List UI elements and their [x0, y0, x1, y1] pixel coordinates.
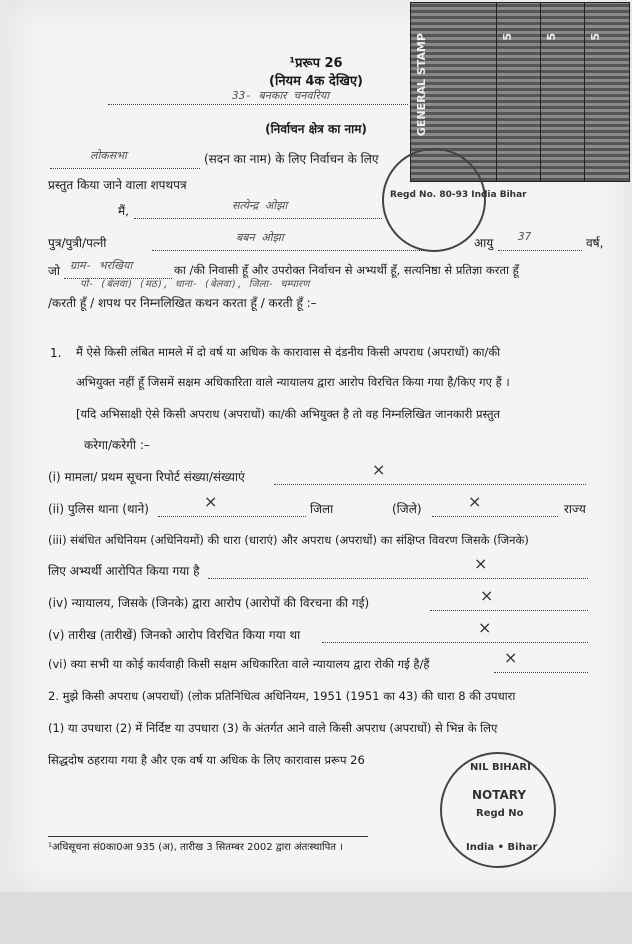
cross-mark: ×	[474, 554, 488, 573]
sub-item-iv: (iv) न्यायालय, जिसके (जिनके) द्वारा आरोप (आरोपों की विरचना की गई)	[48, 596, 370, 610]
stamp-1: GENERAL STAMP	[410, 2, 498, 182]
scan-margin	[0, 892, 632, 944]
sub-item-iii-line1: (iii) संबंधित अधिनियम (अधिनियमों) की धारा (धाराएं) और अपराध (अपराधों) का संक्षिप्त विवरण जिसके (जिनके)	[48, 533, 529, 547]
item1-line2: अभियुक्त नहीं हूँ जिसमें सक्षम अधिकारिता वाले न्यायालय द्वारा आरोप विरचित किया गया है/किए गए हैं ।	[76, 375, 510, 389]
sub-item-ii-state: राज्य	[564, 502, 586, 516]
father-name-line	[152, 250, 442, 251]
stamp-3: 5	[540, 2, 586, 182]
i-label: मैं,	[118, 204, 129, 218]
father-name: बबन ओझा	[236, 231, 284, 244]
item1-line3: [यदि अभिसाक्षी ऐसे किसी अपराध (अपराधों) का/की अभियुक्त है तो वह निम्नलिखित जानकारी प्रस्तुत	[76, 407, 501, 421]
sub-item-v: (v) तारीख (तारीखें) जिनको आरोप विरचित किया गया था	[48, 628, 301, 642]
registration-seal: Regd No. 80-93 India Bihar	[382, 148, 486, 252]
constituency-line	[108, 104, 408, 105]
relation-label: पुत्र/पुत्री/पत्नी	[48, 236, 107, 250]
house-label: (सदन का नाम) के लिए निर्वाचन के लिए	[204, 152, 379, 166]
footnote: ¹अधिसूचना सं0का0आ 935 (अ), तारीख 3 सितम्बर 2002 द्वारा अंतःस्थापित ।	[48, 842, 343, 853]
sub-item-v-line	[322, 642, 588, 643]
sub-item-ii-line-1	[158, 516, 306, 517]
age-value: 37	[518, 230, 532, 243]
name-line	[134, 218, 382, 219]
item1-line4: करेगा/करेगी :–	[84, 438, 150, 452]
item1-line1: मैं ऐसे किसी लंबित मामले में दो वर्ष या अधिक के कारावास से दंडनीय किसी अपराध (अपराधों) का/की	[76, 345, 501, 359]
item2-line2: (1) या उपधारा (2) में निर्दिष्ट या उपधारा (3) के अंतर्गत आने वाले किसी अपराध (अपराधों) से भिन्न के लिए	[48, 721, 498, 735]
sub-item-iv-line	[430, 610, 588, 611]
residence-text-1: का /की निवासी हूँ और उपरोक्त निर्वाचन से अभ्यर्थी हूँ, सत्यनिष्ठा से प्रतिज्ञा करता हूँ	[174, 263, 519, 277]
sub-item-i: (i) मामला/ प्रथम सूचना रिपोर्ट संख्या/संख्याएं	[48, 470, 245, 484]
residence-text-2: /करती हूँ / शपथ पर निम्नलिखित कथन करता हूँ / करती हूँ :–	[48, 296, 317, 310]
age-label: आयु	[474, 236, 494, 250]
item2-line1: 2. मुझे किसी अपराध (अपराधों) (लोक प्रतिनिधित्व अधिनियम, 1951 (1951 का 43) की धारा 8 की उपधारा	[48, 689, 516, 703]
item2-line3: सिद्धदोष ठहराया गया है और एक वर्ष या अधिक के लिए कारावास प्ररूप 26	[48, 753, 365, 767]
cross-mark: ×	[504, 648, 518, 667]
footnote-divider	[48, 836, 368, 837]
house-handwritten: लोकसभा	[90, 149, 127, 162]
sub-item-ii-line-2	[432, 516, 558, 517]
notary-seal: NIL BIHARI NOTARY Regd No India • Bihar	[440, 752, 556, 868]
sub-item-iii-line	[208, 578, 588, 579]
form-number: ¹प्ररूप 26	[289, 56, 343, 71]
sub-item-ii: (ii) पुलिस थाना (थाने)	[48, 502, 149, 516]
sub-item-vi: (vi) क्या सभी या कोई कार्यवाही किसी सक्षम अधिकारिता वाले न्यायालय द्वारा रोकी गई है/हैं	[48, 657, 430, 671]
age-line	[498, 250, 582, 251]
sub-item-iii-line2: लिए अभ्यर्थी आरोपित किया गया है	[48, 564, 200, 578]
rule-reference: (नियम 4क देखिए)	[269, 74, 363, 89]
intro-line: प्रस्तुत किया जाने वाला शपथपत्र	[48, 178, 187, 192]
stamp-2: 5	[496, 2, 542, 182]
item1-number: 1.	[50, 346, 62, 360]
residence-handwritten-2: पो- (बेलवा) (मठ), थाना- (बेलवा), जिला- चम्पारण	[80, 279, 310, 290]
cross-mark: ×	[204, 492, 218, 511]
cross-mark: ×	[372, 460, 386, 479]
cross-mark: ×	[478, 618, 492, 637]
constituency-label: (निर्वाचन क्षेत्र का नाम)	[265, 122, 367, 136]
stamp-4: 5	[584, 2, 630, 182]
cross-mark: ×	[468, 492, 482, 511]
residence-prefix: जो	[48, 264, 61, 278]
sub-item-ii-district-paren: (जिले)	[392, 502, 422, 516]
year-label: वर्ष,	[586, 236, 604, 250]
cross-mark: ×	[480, 586, 494, 605]
residence-handwritten-1: ग्राम- भरखिया	[70, 259, 133, 272]
sub-item-vi-line	[494, 672, 588, 673]
house-line	[50, 168, 200, 169]
sub-item-i-line	[274, 484, 586, 485]
deponent-name: सत्येन्द्र ओझा	[232, 199, 288, 212]
constituency-handwritten: 33- बनकार चनवरिया	[232, 89, 330, 102]
sub-item-ii-district: जिला	[310, 502, 334, 516]
